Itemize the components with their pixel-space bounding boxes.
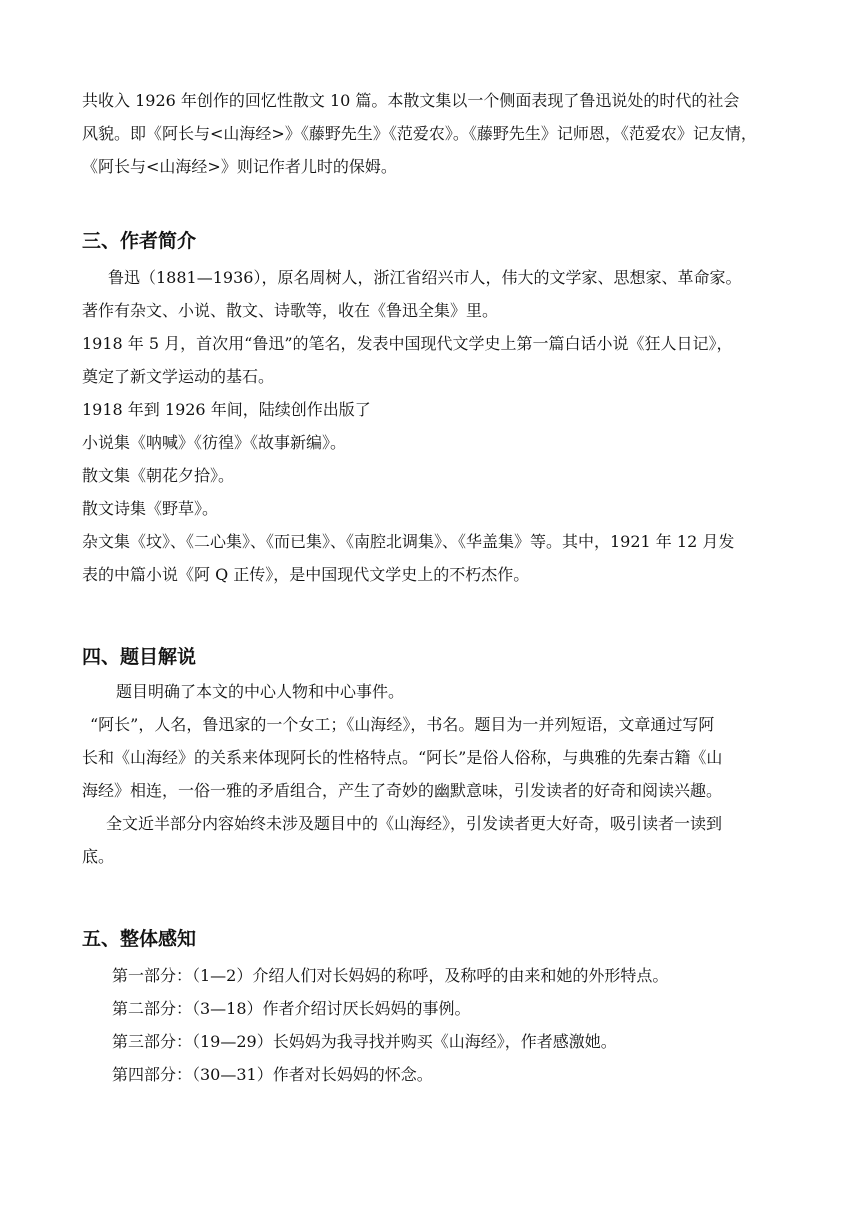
title-line-4: 海经》相连，一俗一雅的矛盾组合，产生了奇妙的幽默意味，引发读者的好奇和阅读兴趣。 <box>82 781 723 800</box>
intro-line-1: 共收入 1926 年创作的回忆性散文 10 篇。本散文集以一个侧面表现了鲁迅说处的时代的社会 <box>82 91 740 110</box>
overview-line-2: 第二部分：（3—18）作者介绍讨厌长妈妈的事例。 <box>112 999 471 1018</box>
author-line-8: 散文诗集《野草》。 <box>82 499 219 518</box>
author-line-2: 著作有杂文、小说、散文、诗歌等，收在《鲁迅全集》里。 <box>82 301 499 320</box>
author-line-1: 鲁迅（1881—1936），原名周树人，浙江省绍兴市人，伟大的文学家、思想家、革命家。 <box>108 268 742 287</box>
title-line-3: 长和《山海经》的关系来体现阿长的性格特点。“阿长”是俗人俗称，与典雅的先秦古籍《山 <box>82 748 723 767</box>
title-line-5: 全文近半部分内容始终未涉及题目中的《山海经》，引发读者更大好奇，吸引读者一读到 <box>106 814 723 833</box>
intro-line-3: 《阿长与<山海经>》则记作者儿时的保姆。 <box>82 157 397 176</box>
author-line-7: 散文集《朝花夕拾》。 <box>82 466 235 485</box>
section-heading-title: 四、题目解说 <box>82 646 197 668</box>
section-heading-author: 三、作者简介 <box>82 230 197 252</box>
author-line-5: 1918 年到 1926 年间，陆续创作出版了 <box>82 400 371 419</box>
title-line-1: 题目明确了本文的中心人物和中心事件。 <box>116 682 405 701</box>
author-line-10: 表的中篇小说《阿 Q 正传》，是中国现代文学史上的不朽杰作。 <box>82 565 530 584</box>
author-line-6: 小说集《呐喊》《彷徨》《故事新编》。 <box>82 433 347 452</box>
author-line-9: 杂文集《坟》、《二心集》、《而已集》、《南腔北调集》、《华盖集》等。其中，1921 年 12 月发 <box>82 532 735 551</box>
title-line-2: “阿长”，人名，鲁迅家的一个女工；《山海经》，书名。题目为一并列短语，文章通过写阿 <box>90 715 715 734</box>
intro-line-2: 风貌。即《阿长与<山海经>》《藤野先生》《范爱农》。《藤野先生》记师恩，《范爱农》记友情， <box>82 124 757 143</box>
author-line-4: 奠定了新文学运动的基石。 <box>82 367 275 386</box>
overview-line-3: 第三部分：（19—29）长妈妈为我寻找并购买《山海经》，作者感激她。 <box>112 1032 617 1051</box>
author-line-3: 1918 年 5 月，首次用“鲁迅”的笔名，发表中国现代文学史上第一篇白话小说《狂人日记》， <box>82 334 733 353</box>
section-heading-overview: 五、整体感知 <box>82 928 197 950</box>
overview-line-4: 第四部分：（30—31）作者对长妈妈的怀念。 <box>112 1065 433 1084</box>
title-line-6: 底。 <box>82 847 115 866</box>
overview-line-1: 第一部分：（1—2）介绍人们对长妈妈的称呼，及称呼的由来和她的外形特点。 <box>112 966 669 985</box>
